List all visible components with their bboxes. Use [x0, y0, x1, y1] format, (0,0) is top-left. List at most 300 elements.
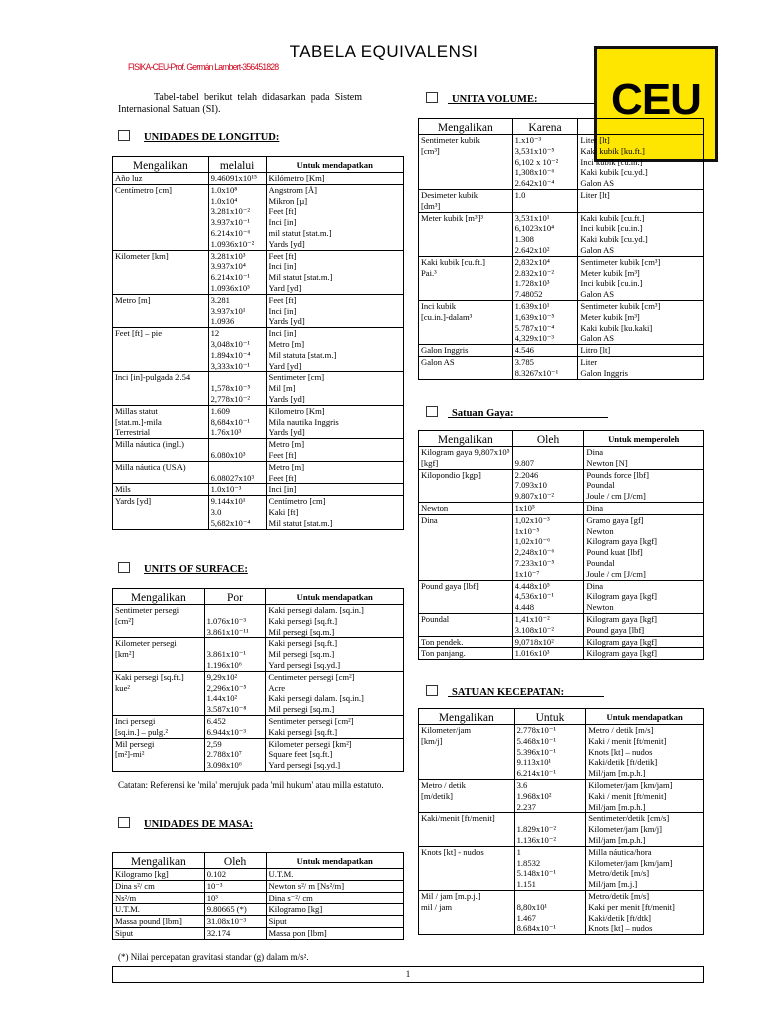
- multiply-label: Galon AS: [421, 356, 455, 367]
- multiply-cell: [113, 184, 209, 250]
- multiply-label: Metro / detik: [421, 779, 466, 790]
- result-unit: Meter kubik [m³]: [580, 311, 640, 322]
- result-cell: [266, 184, 403, 250]
- multiply-label: [cm²]: [115, 615, 134, 626]
- factor-value: 6.080x10³: [210, 449, 246, 460]
- multiply-label: kue²: [115, 682, 130, 693]
- table-row: [419, 779, 704, 812]
- result-unit: Sentimeter/detik [cm/s]: [588, 813, 670, 824]
- multiply-label: Milla náutica (ingl.): [115, 439, 184, 450]
- factor-cell: [208, 294, 266, 327]
- factor-cell: [204, 605, 266, 638]
- factor-value: 3.281: [210, 294, 230, 305]
- factor-value: 3.937x10⁻¹: [210, 217, 250, 228]
- result-unit: Galon AS: [580, 178, 615, 189]
- multiply-cell: [419, 502, 513, 514]
- multiply-label: Dina: [421, 514, 438, 525]
- result-unit: Kaki persegi [sq.ft.]: [268, 638, 338, 649]
- multiply-label: Kaki persegi [sq.ft.]: [115, 671, 184, 682]
- result-unit: Kaki/detik [ft/detik]: [588, 757, 658, 768]
- factor-value: [207, 605, 264, 616]
- multiply-label: [kgf]: [421, 457, 439, 468]
- factor-cell: [208, 405, 266, 438]
- factor-cell: [512, 189, 578, 212]
- column-header: Por: [204, 589, 266, 605]
- multiply-label: Inci [in]-pulgada 2.54: [115, 372, 191, 383]
- result-cell: [586, 779, 704, 812]
- result-unit: Feet [ft]: [268, 250, 297, 261]
- multiply-label: Ton pendek.: [421, 636, 464, 647]
- result-unit: Feet [ft]: [268, 472, 297, 483]
- result-unit: Yards [yd]: [268, 393, 305, 404]
- multiply-cell: [113, 892, 205, 904]
- factor-value: 1.196x10⁶: [206, 659, 242, 670]
- table-header-row: [113, 853, 404, 869]
- multiply-label: Mil persegi: [115, 738, 155, 749]
- factor-value: 1,578x10⁻⁵: [210, 383, 251, 394]
- column-header: Untuk: [514, 709, 586, 725]
- result-cell: [586, 846, 704, 890]
- multiply-label: [dm³]: [421, 200, 441, 211]
- factor-value: 3.281x10³: [210, 250, 246, 261]
- factor-value: 9,29x10²: [206, 671, 238, 682]
- multiply-label: Siput: [115, 927, 134, 938]
- result-unit: Poundal: [586, 557, 615, 568]
- result-unit: Newton s²/ m [Ns²/m]: [268, 880, 345, 891]
- table-row: [113, 250, 404, 294]
- table-row: [419, 502, 704, 514]
- table-row: [113, 738, 404, 771]
- factor-cell: [512, 300, 578, 344]
- factor-value: 6.452: [206, 715, 226, 726]
- heading-underline: [448, 103, 594, 104]
- factor-value: 1.0936x10⁻²: [210, 238, 255, 249]
- factor-value: 1.151: [516, 879, 536, 890]
- table-row: [419, 345, 704, 357]
- multiply-label: [m/detik]: [421, 790, 453, 801]
- result-unit: Sentimeter [cm]: [268, 372, 325, 383]
- multiply-label: Sentimeter kubik: [421, 135, 480, 145]
- factor-value: 1.0x10⁸: [210, 184, 238, 195]
- table-row: [113, 184, 404, 250]
- result-unit: Galon AS: [580, 333, 615, 344]
- result-unit: Liter [lt]: [580, 189, 610, 200]
- multiply-label: Desimeter kubik: [421, 189, 479, 200]
- result-unit: Kilogramo [kg]: [268, 904, 323, 915]
- factor-value: 5.148x10⁻¹: [516, 868, 556, 879]
- factor-value: 6.08027x10³: [210, 472, 255, 483]
- result-unit: Meter kubik [m³]: [580, 267, 640, 278]
- result-cell: [266, 484, 403, 496]
- result-unit: Galon Inggris: [580, 367, 628, 378]
- result-cell: [578, 212, 704, 256]
- result-cell: [266, 439, 403, 462]
- factor-value: 3.6: [516, 779, 528, 790]
- column-header: Oleh: [204, 853, 266, 869]
- factor-value: 9.144x10¹: [210, 496, 246, 507]
- column-header: Mengalikan: [419, 119, 513, 135]
- factor-value: 1.728x10³: [514, 278, 550, 289]
- multiply-label: Ns²/m: [115, 892, 137, 903]
- factor-value: 1,02x10⁻³: [514, 514, 550, 525]
- checkbox-icon: [118, 130, 130, 141]
- factor-value: 2.832x10⁻²: [514, 267, 554, 278]
- page-number: 1: [405, 969, 411, 979]
- column-header: Mengalikan: [113, 157, 209, 173]
- multiply-label: [sq.in.] – pulg.²: [115, 726, 168, 737]
- result-unit: Acre: [268, 682, 286, 693]
- table-row: [113, 496, 404, 529]
- multiply-cell: [419, 580, 513, 613]
- factor-cell: [512, 212, 578, 256]
- result-unit: Kaki kubik [cu.ft.]: [580, 212, 645, 223]
- page-subtitle: FISIKA-CEU-Prof. Germán Lambert-356451828: [128, 62, 279, 72]
- table-row: [113, 173, 404, 185]
- table-row: [113, 405, 404, 438]
- result-unit: Mil/jam [m.p.h.]: [588, 801, 646, 812]
- result-unit: Yard persegi [sq.yd.]: [268, 760, 341, 771]
- factor-cell: [204, 916, 266, 928]
- result-unit: Square feet [sq.ft.]: [268, 749, 333, 760]
- result-unit: Dina s⁻²/ cm: [268, 892, 313, 903]
- checkbox-icon: [118, 562, 130, 573]
- multiply-label: mil / jam: [421, 901, 453, 912]
- table-row: [113, 869, 404, 881]
- factor-value: 2,832x10⁴: [514, 256, 550, 267]
- multiply-label: [km²]: [115, 649, 135, 660]
- result-unit: Newton: [586, 525, 614, 536]
- column-header: Untuk mendapatkan: [266, 589, 404, 605]
- heading-volume: UNITA VOLUME:: [426, 92, 537, 105]
- table-row: [419, 613, 704, 636]
- factor-value: 1.x10⁻³: [514, 135, 542, 145]
- result-unit: Mil statuta [stat.m.]: [268, 349, 337, 360]
- result-cell: [266, 869, 403, 881]
- factor-cell: [514, 890, 586, 934]
- result-unit: Kilometer/jam [km/jam]: [588, 779, 673, 790]
- result-unit: Knots [kt] – nudos: [588, 923, 653, 934]
- factor-value: 9.46091x10¹⁵: [210, 173, 258, 183]
- result-unit: Metro/detik [m/s]: [588, 868, 650, 879]
- multiply-cell: [113, 671, 205, 715]
- result-unit: Kilogram gaya [kgf]: [586, 636, 658, 647]
- result-unit: Dina: [586, 447, 604, 457]
- result-cell: [266, 738, 404, 771]
- table-row: [419, 514, 704, 580]
- result-unit: Liter: [580, 356, 598, 367]
- result-cell: [584, 447, 704, 470]
- result-unit: Kaki persegi [sq.ft.]: [268, 726, 338, 737]
- factor-cell: [208, 372, 266, 405]
- factor-cell: [208, 484, 266, 496]
- multiply-label: Galon Inggris: [421, 345, 469, 356]
- result-unit: Metro / detik [m/s]: [588, 725, 654, 735]
- factor-cell: [514, 813, 586, 846]
- result-unit: Metro [m]: [268, 461, 305, 472]
- factor-value: 1.136x10⁻²: [516, 834, 556, 845]
- result-cell: [266, 328, 403, 372]
- factor-value: 3,333x10⁻¹: [210, 360, 250, 371]
- result-unit: Newton: [586, 602, 614, 613]
- factor-value: 2.237: [516, 801, 536, 812]
- factor-value: 1.8532: [516, 857, 541, 868]
- factor-value: 8.684x10⁻¹: [516, 923, 556, 934]
- result-unit: Mil persegi [sq.m.]: [268, 626, 335, 637]
- factor-value: 4.448: [514, 602, 535, 613]
- factor-value: 8,80x10¹: [516, 901, 548, 912]
- multiply-label: [m²]-mi²: [115, 749, 145, 760]
- factor-cell: [512, 135, 578, 190]
- multiply-cell: [419, 356, 513, 379]
- note-masa: (*) Nilai percepatan gravitasi standar (g) dalam m/s².: [118, 952, 309, 962]
- result-unit: Mil/jam [m.j.]: [588, 879, 638, 890]
- result-cell: [584, 469, 704, 502]
- multiply-label: Año luz: [115, 173, 143, 183]
- factor-value: 1.968x10²: [516, 790, 552, 801]
- table-header-row: [419, 709, 704, 725]
- multiply-cell: [113, 173, 209, 185]
- factor-value: 4,536x10⁻¹: [514, 591, 555, 602]
- factor-value: 32.174: [206, 927, 231, 938]
- result-unit: Kilogram gaya [kgf]: [586, 613, 658, 624]
- result-unit: Kaki kubik [cu.yd.]: [580, 234, 648, 245]
- heading-kecepatan: SATUAN KECEPATAN:: [426, 685, 564, 698]
- heading-underline: [448, 417, 608, 418]
- table-row: [113, 904, 404, 916]
- result-cell: [578, 189, 704, 212]
- multiply-label: Massa pound [lbm]: [115, 916, 182, 927]
- multiply-cell: [113, 484, 209, 496]
- result-unit: Mil/jam [m.p.h.]: [588, 834, 646, 845]
- page-footer: [112, 966, 704, 983]
- multiply-label: Mil / jam [m.p.j.]: [421, 890, 481, 901]
- checkbox-icon: [426, 406, 438, 417]
- table-row: [113, 484, 404, 496]
- result-cell: [578, 135, 704, 190]
- column-header: Untuk mendapatkan: [586, 709, 704, 725]
- multiply-label: Ton panjang.: [421, 648, 466, 659]
- factor-value: 1: [516, 846, 521, 857]
- factor-cell: [512, 256, 578, 300]
- column-header: melalui: [208, 157, 266, 173]
- table-row: [419, 189, 704, 212]
- result-unit: Joule / cm [J/cm]: [586, 568, 646, 579]
- factor-cell: [512, 447, 584, 470]
- table-row: [113, 927, 404, 939]
- factor-value: 3.098x10⁶: [206, 760, 242, 771]
- table-row: [113, 880, 404, 892]
- factor-value: 6,1023x10⁴: [514, 223, 555, 234]
- result-unit: Kaki persegi dalam. [sq.in.]: [268, 605, 364, 615]
- result-unit: Litro [lt]: [580, 345, 611, 356]
- result-unit: Galon AS: [580, 244, 615, 255]
- factor-value: 3.108x10⁻²: [514, 624, 555, 635]
- result-unit: [580, 201, 701, 212]
- result-cell: [584, 636, 704, 648]
- table-row: [419, 636, 704, 648]
- factor-value: 6.214x10⁻¹: [210, 272, 250, 283]
- result-unit: Feet [ft]: [268, 449, 297, 460]
- result-unit: Pounds force [lbf]: [586, 469, 649, 480]
- result-cell: [584, 580, 704, 613]
- factor-value: 0.102: [206, 869, 227, 879]
- factor-value: 1,308x10⁻⁶: [514, 167, 555, 178]
- result-unit: Liter [lt]: [580, 135, 610, 145]
- result-unit: Mikron [µ]: [268, 195, 308, 206]
- factor-cell: [204, 738, 266, 771]
- multiply-label: Inci persegi: [115, 715, 156, 726]
- factor-value: 12: [210, 328, 220, 339]
- factor-value: 2.2046: [514, 469, 539, 480]
- factor-value: 2.778x10⁻¹: [516, 725, 556, 735]
- result-unit: Kilometro [Km]: [268, 405, 325, 416]
- column-header: Karena: [512, 119, 578, 135]
- multiply-label: Dina s²/ cm: [115, 880, 155, 891]
- factor-cell: [208, 173, 266, 185]
- factor-value: 3,531x10⁻⁵: [514, 145, 555, 156]
- factor-value: 4.546: [514, 345, 534, 356]
- result-unit: U.T.M.: [268, 869, 294, 879]
- factor-value: 1.44x10²: [206, 693, 238, 704]
- multiply-label: Yards [yd]: [115, 496, 152, 507]
- factor-cell: [204, 904, 266, 916]
- heading-gaya: Satuan Gaya:: [426, 406, 514, 419]
- result-unit: Kaki persegi [sq.ft.]: [268, 615, 338, 626]
- factor-value: [211, 439, 264, 450]
- multiply-label: Pound gaya [lbf]: [421, 580, 479, 591]
- factor-cell: [512, 502, 584, 514]
- multiply-cell: [113, 250, 209, 294]
- result-unit: Kaki persegi dalam. [sq.in.]: [268, 693, 364, 704]
- factor-value: 1,639x10⁻⁵: [514, 311, 555, 322]
- multiply-label: [cu.in.]-dalam³: [421, 311, 473, 322]
- factor-value: 6.944x10⁻³: [206, 726, 246, 737]
- multiply-label: [cm³]: [421, 145, 440, 156]
- multiply-cell: [419, 135, 513, 190]
- column-header: Untuk memperoleh: [584, 431, 704, 447]
- result-cell: [578, 300, 704, 344]
- table-row: [113, 294, 404, 327]
- factor-value: 1.0: [514, 189, 526, 200]
- factor-value: 1.0936x10³: [210, 282, 250, 293]
- result-unit: Kilogram gaya [kgf]: [586, 591, 658, 602]
- heading-surface: UNITS OF SURFACE:: [118, 562, 248, 575]
- multiply-label: Inci kubik: [421, 300, 457, 311]
- checkbox-icon: [426, 92, 438, 103]
- factor-value: [517, 813, 584, 824]
- factor-cell: [208, 184, 266, 250]
- result-cell: [586, 725, 704, 780]
- multiply-label: Kilometer/jam: [421, 725, 472, 735]
- table-row: [419, 447, 704, 470]
- result-cell: [584, 613, 704, 636]
- factor-value: 1.829x10⁻²: [516, 824, 556, 835]
- result-unit: Galon AS: [580, 289, 615, 300]
- factor-value: 4,329x10⁻³: [514, 333, 554, 344]
- result-cell: [266, 496, 403, 529]
- result-unit: Yards [yd]: [268, 427, 305, 438]
- factor-cell: [204, 892, 266, 904]
- table-row: [419, 256, 704, 300]
- factor-cell: [512, 356, 578, 379]
- result-unit: Newton [N]: [586, 457, 628, 468]
- result-unit: Mil statut [stat.m.]: [268, 272, 333, 283]
- factor-cell: [512, 648, 584, 660]
- table-header-row: [113, 157, 404, 173]
- result-unit: Centímetro [cm]: [268, 496, 326, 507]
- factor-value: 1.76x10³: [210, 427, 242, 438]
- result-cell: [584, 514, 704, 580]
- result-unit: Kilometer/jam [km/j]: [588, 824, 663, 835]
- table-gaya: [418, 430, 704, 660]
- factor-value: 31.08x10⁻³: [206, 916, 247, 927]
- result-unit: Milla náutica/hora: [588, 846, 652, 857]
- page-title: TABELA EQUIVALENSI: [289, 42, 479, 61]
- table-row: [113, 372, 404, 405]
- factor-value: [211, 462, 264, 473]
- factor-value: [211, 372, 264, 383]
- result-unit: Pound gaya [lbf]: [586, 624, 645, 635]
- table-row: [419, 580, 704, 613]
- multiply-cell: [113, 328, 209, 372]
- factor-value: 6.214x10⁻¹: [516, 768, 556, 779]
- checkbox-icon: [426, 685, 438, 696]
- factor-value: 8.3267x10⁻¹: [514, 367, 559, 378]
- factor-value: 1.894x10⁻⁴: [210, 349, 251, 360]
- result-unit: Yards [yd]: [268, 316, 305, 327]
- result-cell: [266, 173, 403, 185]
- result-unit: Inci kubik [cu.in.]: [580, 278, 643, 289]
- result-unit: Kilometer/jam [km/jam]: [588, 857, 673, 868]
- factor-value: 3.0: [210, 506, 222, 517]
- factor-value: 2,248x10⁻⁶: [514, 547, 555, 558]
- multiply-cell: [113, 496, 209, 529]
- result-unit: Inci [in]: [268, 217, 297, 228]
- multiply-cell: [419, 212, 513, 256]
- result-unit: Mil statut [stat.m.]: [268, 517, 333, 528]
- table-volume: [418, 118, 704, 380]
- factor-cell: [204, 715, 266, 738]
- factor-value: [515, 447, 582, 458]
- factor-value: 10⁻³: [206, 880, 223, 891]
- result-unit: Centimeter persegi [cm²]: [268, 671, 355, 682]
- result-unit: Gramo gaya [gf]: [586, 514, 644, 525]
- table-row: [419, 135, 704, 190]
- multiply-label: [km/j]: [421, 735, 443, 746]
- factor-value: 1x10⁻⁵: [514, 525, 540, 536]
- factor-value: 7.233x10⁻⁵: [514, 557, 555, 568]
- multiply-cell: [419, 813, 515, 846]
- table-row: [113, 461, 404, 484]
- multiply-label: Kilometer persegi: [115, 638, 177, 649]
- result-unit: Kaki / menit [ft/menit]: [588, 735, 667, 746]
- factor-value: 1,41x10⁻²: [514, 613, 550, 624]
- factor-value: 1.609: [210, 405, 230, 416]
- result-unit: Sentimeter kubik [cm³]: [580, 300, 661, 311]
- table-masa: [112, 852, 404, 940]
- result-unit: Kaki / menit [ft/menit]: [588, 790, 667, 801]
- result-unit: Kaki [ft]: [268, 506, 299, 517]
- result-cell: [266, 927, 403, 939]
- factor-value: 3.281x10⁻²: [210, 206, 250, 217]
- multiply-cell: [419, 648, 513, 660]
- factor-value: [517, 891, 584, 902]
- factor-value: 1.0936: [210, 316, 235, 327]
- result-cell: [266, 904, 403, 916]
- multiply-label: Centímetro [cm]: [115, 184, 173, 195]
- factor-cell: [204, 638, 266, 671]
- multiply-cell: [419, 345, 513, 357]
